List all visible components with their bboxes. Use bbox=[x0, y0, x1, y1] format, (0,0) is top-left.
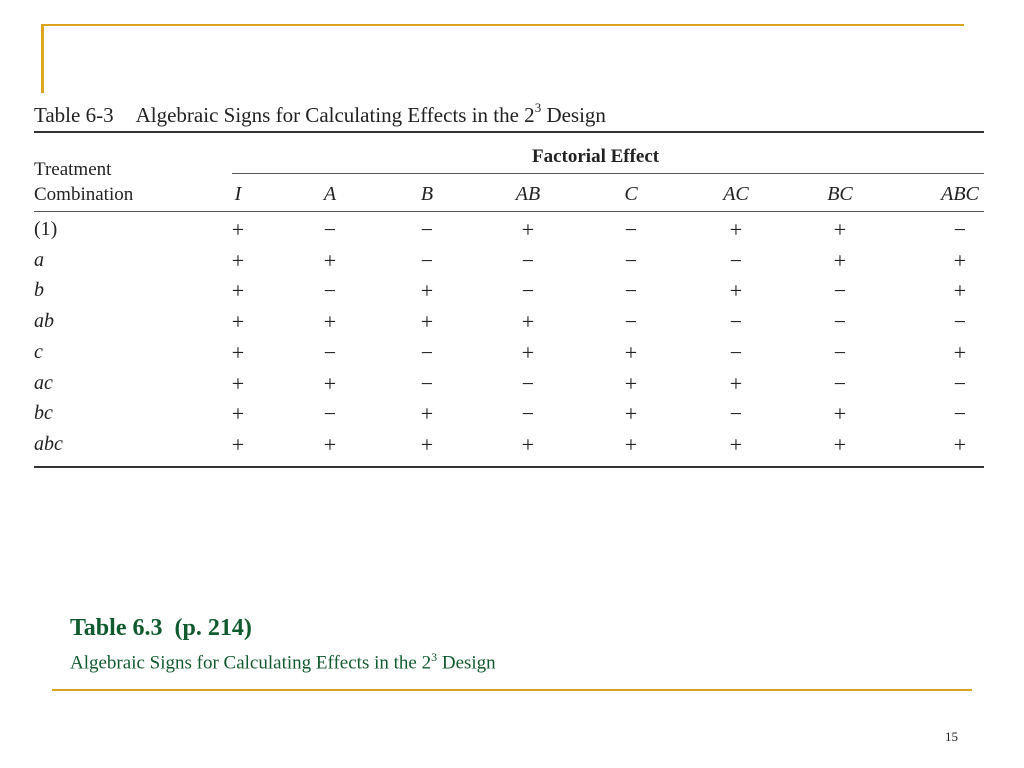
sign-cell: − bbox=[521, 278, 535, 304]
sign-cell: − bbox=[833, 339, 847, 365]
footer-subtitle-end: Design bbox=[437, 652, 496, 674]
sign-cell: − bbox=[521, 401, 535, 427]
treatment-header-line2: Combination bbox=[34, 184, 134, 205]
sign-cell: + bbox=[953, 339, 967, 365]
sign-cell: − bbox=[729, 247, 743, 273]
sign-cell: + bbox=[624, 370, 638, 396]
sign-cell: + bbox=[833, 247, 847, 273]
sign-cell: − bbox=[729, 339, 743, 365]
sign-cell: + bbox=[953, 278, 967, 304]
table-top-rule bbox=[34, 131, 984, 133]
table-caption bbox=[34, 102, 606, 128]
accent-left-line bbox=[41, 24, 44, 93]
sign-cell: + bbox=[521, 309, 535, 335]
sign-cell: + bbox=[420, 278, 434, 304]
sign-cell: − bbox=[323, 339, 337, 365]
sign-cell: − bbox=[953, 309, 967, 335]
treatment-header-line1: Treatment bbox=[34, 159, 112, 180]
column-header-ac: AC bbox=[723, 183, 749, 205]
column-header-abc: ABC bbox=[941, 183, 979, 205]
table-caption-end: Design bbox=[541, 103, 606, 127]
sign-cell: − bbox=[323, 217, 337, 242]
sign-cell: + bbox=[729, 217, 743, 242]
sign-cell: − bbox=[420, 339, 434, 365]
sign-cell: + bbox=[953, 431, 967, 457]
sign-cell: + bbox=[624, 431, 638, 457]
sign-cell: − bbox=[521, 247, 535, 273]
footer-subtitle-text: Algebraic Signs for Calculating Effects in the 2 bbox=[70, 652, 432, 674]
treatment-combination-header bbox=[34, 157, 133, 207]
footer-subtitle bbox=[70, 650, 496, 674]
sign-cell: − bbox=[624, 217, 638, 242]
page-number: 15 bbox=[945, 729, 958, 744]
sign-cell: + bbox=[323, 309, 337, 335]
sign-cell: − bbox=[729, 309, 743, 335]
sign-cell: + bbox=[624, 401, 638, 427]
column-header-c: C bbox=[624, 183, 638, 205]
sign-cell: − bbox=[420, 217, 434, 242]
column-header-ab: AB bbox=[515, 183, 541, 205]
row-label: a bbox=[34, 248, 44, 271]
sign-cell: − bbox=[624, 278, 638, 304]
row-label: ab bbox=[34, 310, 54, 333]
factorial-effect-rule bbox=[232, 173, 984, 174]
table-caption-number: Table 6-3 bbox=[34, 103, 114, 127]
sign-cell: + bbox=[624, 339, 638, 365]
column-header-bc: BC bbox=[827, 183, 853, 205]
footer-subtitle-superscript: 3 bbox=[431, 650, 438, 664]
sign-cell: − bbox=[833, 370, 847, 396]
sign-cell: + bbox=[833, 431, 847, 457]
sign-cell: + bbox=[231, 217, 245, 242]
sign-cell: + bbox=[323, 370, 337, 396]
sign-cell: + bbox=[729, 370, 743, 396]
sign-cell: + bbox=[420, 431, 434, 457]
sign-cell: + bbox=[729, 278, 743, 304]
row-label: (1) bbox=[34, 218, 58, 240]
sign-cell: + bbox=[420, 401, 434, 427]
accent-bottom-line bbox=[52, 689, 972, 691]
sign-cell: + bbox=[231, 247, 245, 273]
sign-cell: + bbox=[231, 401, 245, 427]
sign-cell: + bbox=[231, 431, 245, 457]
sign-cell: − bbox=[420, 247, 434, 273]
footer-title: Table 6.3 (p. 214) bbox=[70, 615, 252, 641]
sign-cell: + bbox=[231, 370, 245, 396]
sign-cell: − bbox=[833, 309, 847, 335]
sign-cell: − bbox=[953, 401, 967, 427]
sign-cell: − bbox=[323, 278, 337, 304]
sign-cell: + bbox=[729, 431, 743, 457]
row-label: b bbox=[34, 279, 44, 302]
row-label: c bbox=[34, 340, 43, 363]
table-caption-superscript: 3 bbox=[534, 100, 542, 115]
sign-cell: + bbox=[323, 247, 337, 273]
sign-cell: + bbox=[521, 217, 535, 242]
row-label: abc bbox=[34, 432, 63, 455]
column-header-i: I bbox=[234, 183, 242, 205]
sign-cell: − bbox=[953, 217, 967, 242]
sign-cell: + bbox=[231, 278, 245, 304]
row-label: ac bbox=[34, 371, 53, 394]
sign-cell: − bbox=[323, 401, 337, 427]
sign-cell: − bbox=[521, 370, 535, 396]
table-caption-text: Algebraic Signs for Calculating Effects in the 2 bbox=[135, 103, 535, 127]
sign-cell: + bbox=[833, 401, 847, 427]
sign-cell: − bbox=[953, 370, 967, 396]
table-bottom-rule bbox=[34, 466, 984, 468]
sign-cell: + bbox=[231, 309, 245, 335]
column-header-b: B bbox=[420, 183, 434, 205]
column-header-a: A bbox=[323, 183, 337, 205]
sign-cell: + bbox=[953, 247, 967, 273]
sign-cell: + bbox=[521, 339, 535, 365]
sign-cell: + bbox=[231, 339, 245, 365]
factorial-effect-header: Factorial Effect bbox=[532, 146, 660, 167]
sign-cell: − bbox=[624, 247, 638, 273]
sign-cell: + bbox=[521, 431, 535, 457]
sign-cell: + bbox=[833, 217, 847, 242]
row-label: bc bbox=[34, 402, 53, 425]
accent-top-line bbox=[43, 24, 964, 26]
sign-cell: + bbox=[420, 309, 434, 335]
sign-cell: − bbox=[833, 278, 847, 304]
sign-cell: − bbox=[729, 401, 743, 427]
sign-cell: + bbox=[323, 431, 337, 457]
sign-cell: − bbox=[420, 370, 434, 396]
table-header-rule bbox=[34, 211, 984, 212]
sign-cell: − bbox=[624, 309, 638, 335]
